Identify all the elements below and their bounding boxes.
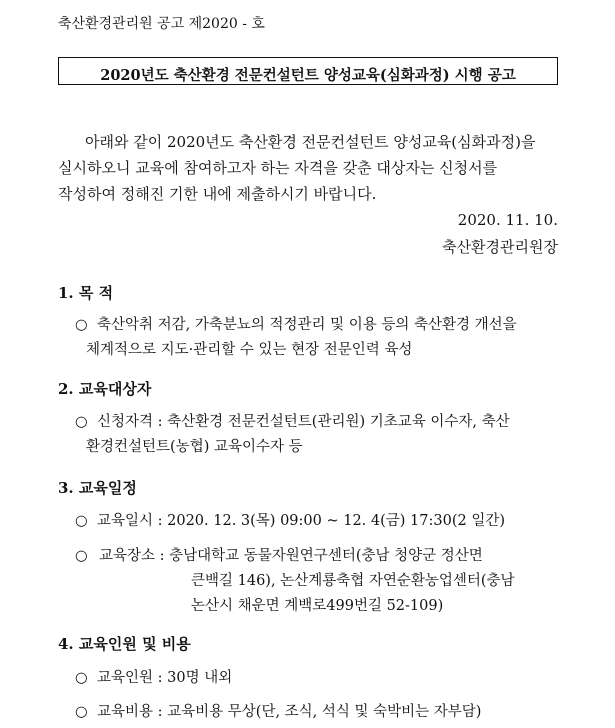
bullet-marker: ○ [75,414,88,430]
bullet-text: 논산시 채운면 계백로499번길 52-109) [191,598,444,614]
section-heading-schedule: 3. 교육일정 [58,479,137,497]
bullet-text: 큰백길 146), 논산계룡축협 자연순환농업센터(충남 [191,573,515,589]
bullet-text: 체계적으로 지도·관리할 수 있는 현장 전문인력 육성 [86,342,413,358]
document-title: 2020년도 축산환경 전문컨설턴트 양성교육(심화과정) 시행 공고 [100,67,516,84]
bullet-marker: ○ [75,513,88,529]
bullet-marker: ○ [75,548,88,564]
bullet-marker: ○ [75,317,88,333]
bullet-text: 환경컨설턴트(농협) 교육이수자 등 [86,439,303,455]
bullet-text: 교육일시 : 2020. 12. 3(목) 09:00 ~ 12. 4(금) 17:30(2 일간) [97,513,506,529]
intro-line-1: 아래와 같이 2020년도 축산환경 전문컨설턴트 양성교육(심화과정)을 [85,133,536,151]
section-heading-capacity-cost: 4. 교육인원 및 비용 [58,635,191,653]
intro-line-2: 실시하오니 교육에 참여하고자 하는 자격을 갖춘 대상자는 신청서를 [58,159,498,177]
bullet-text: 교육비용 : 교육비용 무상(단, 조식, 석식 및 숙박비는 자부담) [97,704,482,720]
bullet-text: 교육장소 : 충남대학교 동물자원연구센터(충남 청양군 정산면 [99,548,483,564]
bullet-text: 신청자격 : 축산환경 전문컨설턴트(관리원) 기초교육 이수자, 축산 [97,414,510,430]
section-heading-purpose: 1. 목 적 [58,284,114,302]
notice-number: 축산환경관리원 공고 제2020 - 호 [58,16,265,32]
notice-date: 2020. 11. 10. [457,211,558,229]
intro-line-3: 작성하여 정해진 기한 내에 제출하시기 바랍니다. [58,185,377,203]
title-box [58,57,558,85]
bullet-text: 축산악취 저감, 가축분뇨의 적정관리 및 이용 등의 축산환경 개선을 [97,317,517,333]
bullet-marker: ○ [75,704,88,720]
bullet-marker: ○ [75,670,88,686]
issuer: 축산환경관리원장 [442,238,558,256]
bullet-text: 교육인원 : 30명 내외 [97,670,233,686]
section-heading-target: 2. 교육대상자 [58,380,152,398]
